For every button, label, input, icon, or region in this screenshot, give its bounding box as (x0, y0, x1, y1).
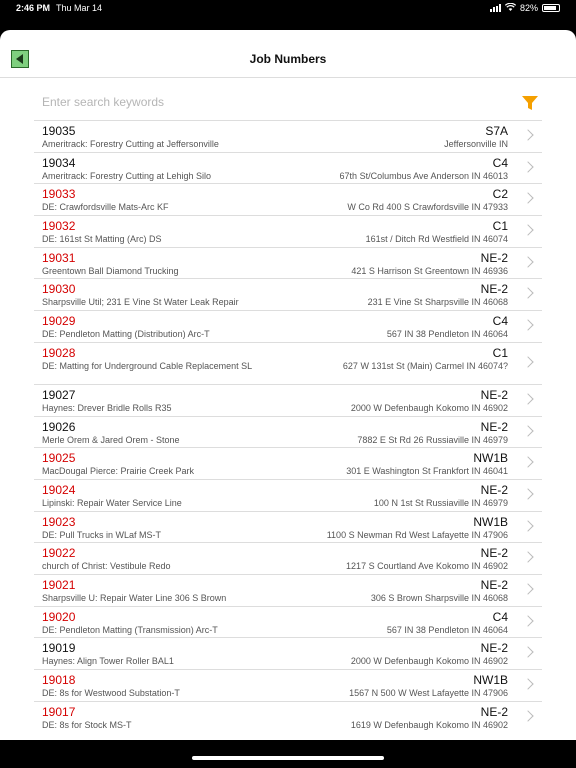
job-region-code: NW1B (473, 673, 508, 687)
job-region-code: C2 (492, 187, 508, 202)
job-number: 19030 (42, 282, 76, 297)
job-address: 1619 W Defenbaugh Kokomo IN 46902 (350, 719, 508, 730)
job-address: 7882 E St Rd 26 Russiaville IN 46979 (357, 434, 508, 445)
job-description: Ameritrack: Forestry Cutting at Lehigh Silo (42, 170, 212, 181)
job-address: 2000 W Defenbaugh Kokomo IN 46902 (350, 656, 508, 667)
job-number: 19023 (42, 514, 76, 529)
job-row[interactable] (34, 701, 542, 733)
job-description: DE: Pendleton Matting (Transmission) Arc-T (42, 624, 218, 635)
page-title: Job Numbers (249, 52, 327, 66)
filter-icon[interactable] (521, 94, 539, 112)
wifi-icon (505, 3, 516, 13)
job-row[interactable] (34, 183, 542, 215)
chevron-right-icon (522, 520, 533, 531)
job-address: 627 W 131st St (Main) Carmel IN 46074? (342, 360, 508, 371)
chevron-right-icon (522, 647, 533, 658)
nav-header (0, 30, 576, 78)
job-row[interactable] (34, 479, 542, 511)
job-region-code: NE-2 (480, 482, 508, 497)
job-number: 19019 (42, 641, 76, 656)
job-address: 301 E Washington St Frankfort IN 46041 (346, 466, 508, 477)
chevron-right-icon (522, 256, 533, 267)
chevron-right-icon (522, 425, 533, 436)
job-row[interactable] (34, 511, 542, 543)
job-region-code: NE-2 (480, 419, 508, 434)
job-address: 421 S Harrison St Greentown IN 46936 (351, 265, 508, 276)
job-row[interactable] (34, 120, 542, 152)
job-region-code: NE-2 (480, 641, 508, 656)
job-description: DE: Pull Trucks in WLaf MS-T (42, 529, 162, 540)
job-row[interactable] (34, 447, 542, 479)
status-indicators (490, 3, 560, 13)
job-row[interactable] (34, 342, 542, 384)
job-number: 19017 (42, 704, 76, 719)
job-region-code: C1 (492, 345, 508, 360)
job-address: 100 N 1st St Russiaville IN 46979 (373, 497, 508, 508)
job-row[interactable] (34, 574, 542, 606)
job-list (34, 120, 542, 732)
job-description: Sharpsville U: Repair Water Line 306 S Brown (42, 592, 227, 603)
job-address: 1217 S Courtland Ave Kokomo IN 46902 (346, 561, 508, 572)
job-number: 19031 (42, 250, 76, 265)
job-row[interactable] (34, 278, 542, 310)
job-description: Ameritrack: Forestry Cutting at Jeffersonville (42, 139, 219, 149)
job-address: Jeffersonville IN (444, 139, 508, 149)
job-number: 19035 (42, 124, 76, 138)
job-description: DE: 8s for Westwood Substation-T (42, 688, 180, 698)
job-description: Haynes: Align Tower Roller BAL1 (42, 656, 174, 667)
job-region-code: NE-2 (480, 387, 508, 402)
job-number: 19021 (42, 577, 76, 592)
chevron-right-icon (522, 583, 533, 594)
job-number: 19020 (42, 609, 76, 624)
job-address: 2000 W Defenbaugh Kokomo IN 46902 (350, 402, 508, 413)
job-row[interactable] (34, 152, 542, 184)
job-region-code: C4 (492, 609, 508, 624)
job-description: Lipinski: Repair Water Service Line (42, 497, 182, 508)
chevron-right-icon (522, 457, 533, 468)
chevron-right-icon (522, 193, 533, 204)
job-number: 19028 (42, 345, 76, 360)
job-row[interactable] (34, 606, 542, 638)
job-description: DE: 8s for Stock MS-T (42, 719, 132, 730)
job-number: 19025 (42, 451, 76, 466)
job-number: 19033 (42, 187, 76, 202)
battery-percent: 82% (519, 3, 538, 13)
search-bar (34, 88, 542, 116)
job-row[interactable] (34, 416, 542, 448)
status-time: 2:46 PM (16, 3, 51, 13)
job-row[interactable] (34, 310, 542, 342)
status-date: Thu Mar 14 (56, 3, 103, 13)
job-description: Merle Orem & Jared Orem - Stone (42, 434, 180, 445)
job-region-code: NW1B (473, 451, 508, 466)
job-number: 19034 (42, 155, 76, 170)
chevron-right-icon (522, 319, 533, 330)
job-row[interactable] (34, 247, 542, 279)
job-numbers-sheet (0, 30, 576, 740)
job-number: 19032 (42, 219, 76, 234)
job-region-code: NE-2 (480, 704, 508, 719)
job-row[interactable] (34, 215, 542, 247)
chevron-right-icon (522, 552, 533, 563)
job-description: MacDougal Pierce: Prairie Creek Park (42, 466, 195, 477)
chevron-right-icon (522, 129, 533, 140)
job-number: 19029 (42, 314, 76, 329)
job-region-code: C4 (492, 314, 508, 329)
job-description: church of Christ: Vestibule Redo (42, 561, 171, 572)
battery-icon (542, 4, 560, 12)
job-address: W Co Rd 400 S Crawfordsville IN 47933 (347, 202, 508, 213)
home-indicator (192, 756, 384, 760)
chevron-right-icon (522, 224, 533, 235)
chevron-right-icon (522, 393, 533, 404)
job-region-code: NE-2 (480, 577, 508, 592)
job-description: DE: Pendleton Matting (Distribution) Arc-T (42, 329, 210, 340)
search-input[interactable] (34, 88, 494, 116)
chevron-right-icon (522, 615, 533, 626)
job-address: 67th St/Columbus Ave Anderson IN 46013 (339, 170, 508, 181)
job-region-code: NW1B (473, 514, 508, 529)
job-address: 567 IN 38 Pendleton IN 46064 (386, 329, 508, 340)
job-region-code: NE-2 (480, 546, 508, 561)
chevron-right-icon (522, 161, 533, 172)
job-number: 19027 (42, 387, 76, 402)
chevron-right-icon (522, 678, 533, 689)
job-row[interactable] (34, 542, 542, 574)
job-region-code: NE-2 (480, 250, 508, 265)
cellular-signal-icon (490, 4, 501, 12)
job-region-code: NE-2 (480, 282, 508, 297)
job-region-code: C1 (492, 219, 508, 234)
job-description: DE: Crawfordsville Mats-Arc KF (42, 202, 169, 213)
job-region-code: S7A (485, 124, 508, 138)
chevron-right-icon (522, 288, 533, 299)
job-address: 1567 N 500 W West Lafayette IN 47906 (349, 688, 508, 698)
job-number: 19018 (42, 673, 76, 687)
job-region-code: C4 (492, 155, 508, 170)
job-row[interactable] (34, 637, 542, 669)
job-address: 161st / Ditch Rd Westfield IN 46074 (365, 234, 508, 245)
job-row[interactable] (34, 669, 542, 701)
job-number: 19026 (42, 419, 76, 434)
job-address: 1100 S Newman Rd West Lafayette IN 47906 (326, 529, 508, 540)
job-address: 231 E Vine St Sharpsville IN 46068 (367, 297, 508, 308)
job-description: Sharpsville Util; 231 E Vine St Water Leak Repair (42, 297, 239, 308)
job-address: 306 S Brown Sharpsville IN 46068 (370, 592, 508, 603)
job-number: 19024 (42, 482, 76, 497)
job-description: DE: Matting for Underground Cable Replacement SL (42, 360, 253, 371)
job-number: 19022 (42, 546, 76, 561)
job-address: 567 IN 38 Pendleton IN 46064 (386, 624, 508, 635)
chevron-right-icon (522, 356, 533, 367)
job-description: Haynes: Drever Bridle Rolls R35 (42, 402, 172, 413)
job-description: Greentown Ball Diamond Trucking (42, 265, 179, 276)
job-description: DE: 161st St Matting (Arc) DS (42, 234, 162, 245)
status-bar (0, 0, 576, 26)
chevron-right-icon (522, 488, 533, 499)
chevron-right-icon (522, 710, 533, 721)
job-row[interactable] (34, 384, 542, 416)
